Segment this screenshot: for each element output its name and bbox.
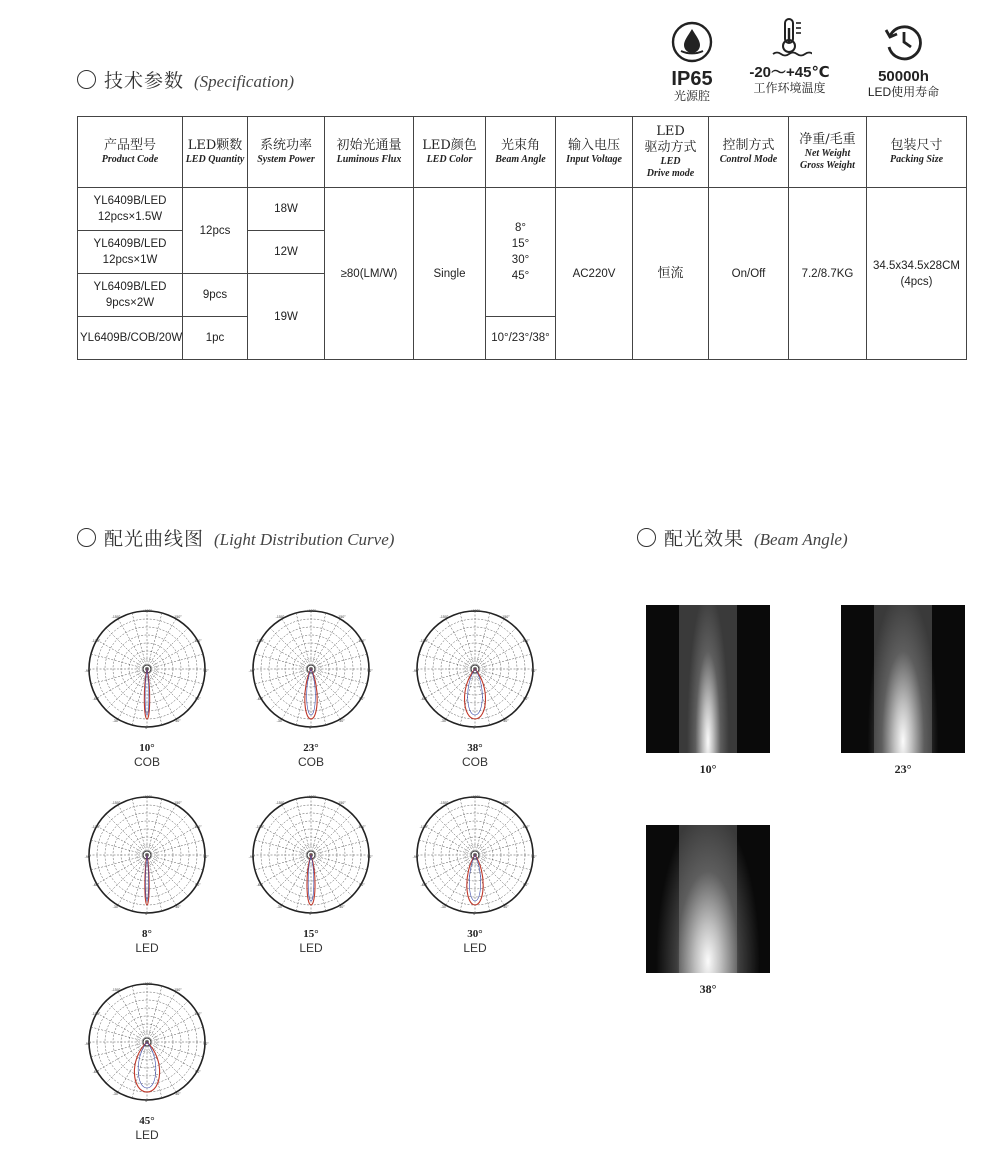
lifetime-feature: 50000h LED使用寿命: [856, 20, 951, 100]
polar-tick-label: 150°: [502, 801, 510, 805]
polar-caption: [82, 742, 212, 770]
polar-tick-label: 60°: [523, 883, 529, 887]
header-weight: 净重/毛重 Net Weight Gross Weight: [789, 117, 867, 188]
circle-bullet-icon: [77, 528, 96, 547]
product-code-cell: YL6409B/LED 12pcs×1.5W: [78, 188, 183, 231]
ldc-section-title: 配光曲线图 (Light Distribution Curve): [77, 524, 394, 551]
beam-section-title: 配光效果 (Beam Angle): [637, 524, 848, 551]
polar-tick-label: -150°: [111, 615, 121, 619]
polar-tick-label: -30°: [276, 719, 284, 723]
beam-photo: [646, 605, 770, 753]
polar-tick-label: -90°: [412, 855, 420, 859]
header-packing-size: 包装尺寸 Packing Size: [867, 117, 967, 188]
header-led-quantity: LED颗数 LED Quantity: [183, 117, 248, 188]
polar-tick-label: 120°: [358, 825, 366, 829]
polar-tick-label: 90°: [367, 855, 373, 859]
light-source-type-label: LED: [135, 1128, 159, 1142]
polar-tick-label: 30°: [175, 905, 181, 909]
polar-tick-label: 60°: [195, 883, 201, 887]
polar-tick-label: +180°: [306, 609, 316, 613]
polar-diagram: [410, 790, 540, 920]
circle-bullet-icon: [637, 528, 656, 547]
polar-tick-label: 120°: [522, 825, 530, 829]
polar-tick-label: 30°: [175, 1092, 181, 1096]
polar-tick-label: -120°: [91, 1012, 101, 1016]
polar-tick-label: 30°: [339, 905, 345, 909]
beam-degree-label: 10°: [139, 742, 155, 754]
polar-tick-label: -60°: [256, 697, 264, 701]
packing-size-cell: 34.5x34.5x28CM (4pcs): [867, 188, 967, 360]
polar-tick-label: 90°: [203, 1042, 209, 1046]
system-power-cell: 19W: [248, 274, 325, 360]
light-source-type-label: LED: [135, 941, 159, 955]
beam-photo-caption: 38°: [699, 982, 717, 996]
polar-tick-label: -60°: [420, 697, 428, 701]
header-control-mode: 控制方式 Control Mode: [709, 117, 789, 188]
light-source-type-label: COB: [133, 755, 160, 769]
polar-tick-label: 0°: [145, 726, 149, 730]
polar-tick-label: -90°: [84, 1042, 92, 1046]
polar-caption: [246, 928, 376, 956]
polar-tick-label: -30°: [112, 1092, 120, 1096]
circle-bullet-icon: [77, 70, 96, 89]
polar-tick-label: 150°: [174, 801, 182, 805]
polar-tick-label: 30°: [503, 905, 509, 909]
polar-tick-label: -90°: [248, 855, 256, 859]
header-beam-angle: 光束角 Beam Angle: [486, 117, 556, 188]
polar-tick-label: 0°: [309, 912, 313, 916]
polar-tick-label: 150°: [338, 801, 346, 805]
led-color-cell: Single: [414, 188, 486, 360]
polar-tick-label: -120°: [91, 825, 101, 829]
polar-caption: [82, 928, 212, 956]
polar-caption: [246, 742, 376, 770]
polar-tick-label: 0°: [473, 912, 477, 916]
polar-tick-label: -30°: [112, 905, 120, 909]
polar-tick-label: -120°: [419, 639, 429, 643]
polar-tick-label: 60°: [195, 1070, 201, 1074]
system-power-cell: 18W: [248, 188, 325, 231]
polar-tick-label: 120°: [522, 639, 530, 643]
polar-tick-label: -120°: [419, 825, 429, 829]
beam-photo: [841, 605, 965, 753]
light-beam-glow: [868, 605, 939, 753]
polar-diagram: [82, 977, 212, 1107]
product-code-cell: YL6409B/LED 12pcs×1W: [78, 231, 183, 274]
polar-tick-label: 150°: [174, 615, 182, 619]
polar-tick-label: 150°: [502, 615, 510, 619]
light-beam-glow: [656, 825, 760, 973]
polar-tick-label: -120°: [91, 639, 101, 643]
polar-tick-label: -90°: [84, 855, 92, 859]
light-source-type-label: COB: [297, 755, 324, 769]
water-drop-icon: [670, 20, 714, 64]
polar-diagram: [246, 604, 376, 734]
light-source-type-label: LED: [299, 941, 323, 955]
polar-tick-label: 90°: [203, 855, 209, 859]
led-quantity-cell: 12pcs: [183, 188, 248, 274]
polar-tick-label: +180°: [306, 795, 316, 799]
spec-table: [77, 116, 967, 360]
polar-tick-label: -150°: [111, 988, 121, 992]
polar-diagram: [246, 790, 376, 920]
ip65-feature: IP65 光源腔: [657, 20, 727, 104]
product-code-cell: YL6409B/LED 9pcs×2W: [78, 274, 183, 317]
polar-diagram: [82, 604, 212, 734]
polar-tick-label: 120°: [194, 825, 202, 829]
beam-degree-label: 23°: [303, 742, 319, 754]
temperature-feature: -20～+45℃ 工作环境温度: [742, 16, 837, 96]
polar-tick-label: 120°: [358, 639, 366, 643]
polar-tick-label: -30°: [440, 905, 448, 909]
polar-tick-label: 90°: [367, 669, 373, 673]
polar-tick-label: -30°: [276, 905, 284, 909]
polar-tick-label: -60°: [92, 1070, 100, 1074]
input-voltage-cell: AC220V: [556, 188, 633, 360]
led-quantity-cell: 9pcs: [183, 274, 248, 317]
beam-degree-label: 38°: [467, 742, 483, 754]
polar-caption: [82, 1115, 212, 1143]
light-source-type-label: COB: [461, 755, 488, 769]
polar-tick-label: 0°: [145, 912, 149, 916]
polar-tick-label: 30°: [503, 719, 509, 723]
polar-tick-label: 120°: [194, 1012, 202, 1016]
polar-tick-label: 30°: [175, 719, 181, 723]
polar-tick-label: 0°: [473, 726, 477, 730]
led-quantity-cell: 1pc: [183, 317, 248, 360]
polar-tick-label: -150°: [111, 801, 121, 805]
polar-tick-label: 150°: [338, 615, 346, 619]
polar-tick-label: -90°: [84, 669, 92, 673]
polar-tick-label: 60°: [359, 697, 365, 701]
polar-tick-label: -60°: [420, 883, 428, 887]
polar-tick-label: -60°: [92, 883, 100, 887]
control-mode-cell: On/Off: [709, 188, 789, 360]
polar-tick-label: 150°: [174, 988, 182, 992]
polar-tick-label: 0°: [145, 1099, 149, 1103]
polar-tick-label: +180°: [142, 982, 152, 986]
polar-tick-label: -30°: [440, 719, 448, 723]
polar-tick-label: -120°: [255, 825, 265, 829]
polar-tick-label: -120°: [255, 639, 265, 643]
polar-tick-label: -90°: [248, 669, 256, 673]
polar-tick-label: -60°: [256, 883, 264, 887]
header-luminous-flux: 初始光通量 Luminous Flux: [325, 117, 414, 188]
polar-tick-label: -150°: [439, 615, 449, 619]
header-input-voltage: 输入电压 Input Voltage: [556, 117, 633, 188]
light-source-type-label: LED: [463, 941, 487, 955]
polar-tick-label: -30°: [112, 719, 120, 723]
header-drive-mode: LED 驱动方式 LED Drive mode: [633, 117, 709, 188]
system-power-cell: 12W: [248, 231, 325, 274]
polar-tick-label: 0°: [309, 726, 313, 730]
polar-tick-label: 90°: [203, 669, 209, 673]
polar-tick-label: +180°: [470, 795, 480, 799]
beam-angle-led-cell: 8° 15° 30° 45°: [486, 188, 556, 317]
beam-degree-label: 15°: [303, 928, 319, 940]
table-row: [78, 188, 967, 231]
polar-diagram: [410, 604, 540, 734]
polar-tick-label: -60°: [92, 697, 100, 701]
polar-tick-label: 30°: [339, 719, 345, 723]
header-led-color: LED颜色 LED Color: [414, 117, 486, 188]
header-system-power: 系统功率 System Power: [248, 117, 325, 188]
polar-tick-label: 60°: [523, 697, 529, 701]
polar-caption: [410, 928, 540, 956]
polar-tick-label: +180°: [142, 795, 152, 799]
weight-cell: 7.2/8.7KG: [789, 188, 867, 360]
polar-tick-label: 90°: [531, 855, 537, 859]
beam-degree-label: 30°: [467, 928, 483, 940]
polar-diagram: [82, 790, 212, 920]
beam-angle-cob-cell: 10°/23°/38°: [486, 317, 556, 360]
polar-tick-label: 60°: [359, 883, 365, 887]
polar-tick-label: +180°: [142, 609, 152, 613]
polar-tick-label: -90°: [412, 669, 420, 673]
polar-tick-label: 120°: [194, 639, 202, 643]
polar-tick-label: -150°: [275, 615, 285, 619]
beam-degree-label: 45°: [139, 1115, 155, 1127]
luminous-flux-cell: ≥80(LM/W): [325, 188, 414, 360]
beam-photo: [646, 825, 770, 973]
thermometer-icon: [768, 16, 812, 60]
polar-tick-label: -150°: [439, 801, 449, 805]
spec-section-title: 技术参数 (Specification): [77, 66, 294, 93]
clock-history-icon: [882, 20, 926, 64]
polar-caption: [410, 742, 540, 770]
spec-header-row: [78, 117, 967, 188]
product-code-cell: YL6409B/COB/20W: [78, 317, 183, 360]
beam-degree-label: 8°: [142, 928, 152, 940]
beam-photo-caption: 23°: [894, 762, 912, 776]
polar-tick-label: 90°: [531, 669, 537, 673]
light-beam-glow: [687, 605, 729, 753]
polar-tick-label: +180°: [470, 609, 480, 613]
header-product-code: 产品型号 Product Code: [78, 117, 183, 188]
polar-tick-label: -150°: [275, 801, 285, 805]
drive-mode-cell: 恒流: [633, 188, 709, 360]
polar-tick-label: 60°: [195, 697, 201, 701]
beam-photo-caption: 10°: [699, 762, 717, 776]
